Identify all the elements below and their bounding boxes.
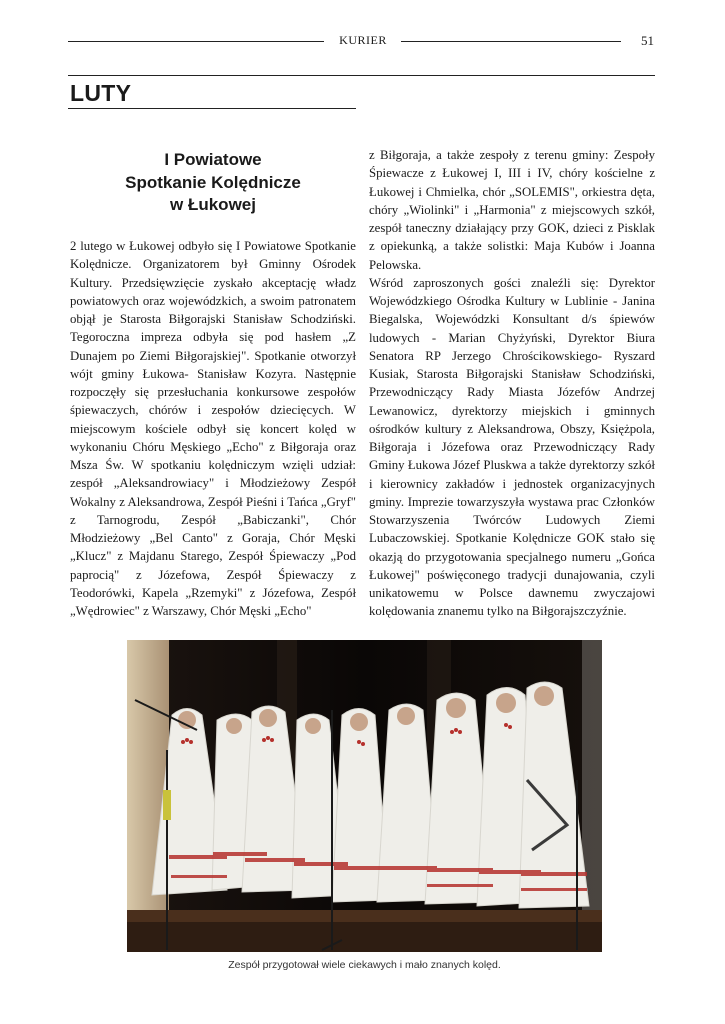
article-column-right	[369, 146, 655, 621]
paragraph: z Biłgoraja, a także zespoły z terenu gminy: Zespoły Śpiewacze z Łukowej I, III i IV, chóry kościelne z Łukowej i Chmielka, chór „SOLEMIS", orkiestra dęta, chóry „Wiolinki" i „Harmonia" z miejscowych szkół, zespół taneczny działający przy GOK, dzieci z Pisklak z opiekunką, a także solistki: Maja Kubów i Joanna Pelowska.	[369, 148, 655, 272]
choir-photo	[127, 640, 602, 952]
paragraph: Wśród zaproszonych gości znaleźli się: Dyrektor Wojewódzkiego Ośrodka Kultury w Lublinie - Janina Biegalska, Wojewódzki Konsultant d/s śpiewów ludowych - Marian Chyżyński, Dyrektor Biura Senatora RP Jerzego Chrościkowskiego- Ryszard Kusiak, Starosta Biłgorajski Stanisław Schodziński, Przewodniczący Rady Miasta Józefów Andrzej Lewanowicz, dyrektorzy miejskich i gminnych ośrodków kultury z Aleksandrowa, Obszy, Księżpola, Biłgoraja i Józefowa oraz Przewodniczący Rady Gminy Łukowa Józef Pluskwa a także dyrektorzy szkół i kierownicy zakładów i jednostek organizacyjnych gminy. Imprezie towarzyszyła wystawa prac Członków Stowarzyszenia Twórców Ludowych Ziemi Lubaczowskiej. Spotkanie Kolędnicze GOK stało się okazją do przygotowania specjalnego numeru „Gońca Łukowej" poświęconego tradycji dunajowania, czyli unikatowemu w Polsce dawnemu zwyczajowi kolędowania znanemu tylko na Biłgorajszczyźnie.	[369, 275, 655, 619]
running-header-title: KURIER	[339, 33, 387, 47]
article-column-left	[70, 237, 356, 620]
section-title: LUTY	[70, 80, 132, 106]
section-rule	[68, 75, 655, 76]
paragraph: 2 lutego w Łukowej odbyło się I Powiatowe Spotkanie Kolędnicze. Organizatorem był Gminny Ośrodek Kultury. Przedsięwzięcie zyskało akceptację władz powiatowych oraz wojewódzkich, a swoim patronatem objął je Starosta Biłgorajski Stanisław Schodziński. Tegoroczna impreza odbyła się pod hasłem „Z Dunajem po Ziemi Biłgorajskiej". Spotkanie otworzył wójt gminy Łukowa- Stanisław Kozyra. Następnie rozpoczęły się przesłuchania konkursowe zespołów śpiewaczych, chórów i zespołów dziecięcych. W miejscowym kościele odbył się koncert kolęd w wykonaniu Chóru Męskiego „Echo" z Biłgoraja oraz Msza Św. W spotkaniu kolędniczym wzięli udział: zespół „Aleksandrowiacy" i Młodzieżowy Zespół Wokalny z Aleksandrowa, Zespół Pieśni i Tańca „Gryf" z Tarnogrodu, Zespół „Babiczanki", Chór Młodzieżowy „Bel Canto" z Goraja, Chór Męski „Klucz" z Majdanu Starego, Zespół Śpiewaczy „Pod paprocią" z Józefowa, Zespół Śpiewaczy z Teodorówki, Kapela „Rzemyki" z Józefowa, Zespół „Wędrowiec" z Warszawy, Chór Męski „Echo"	[70, 239, 356, 618]
choir-photo-illustration	[127, 640, 602, 952]
article-title-line-1: I Powiatowe	[164, 150, 262, 169]
header-rule-left	[68, 41, 324, 42]
article-title-line-3: w Łukowej	[170, 195, 256, 214]
photo-caption: Zespół przygotował wiele ciekawych i mało znanych kolęd.	[228, 959, 501, 971]
header-rule-right	[401, 41, 621, 42]
section-underline	[68, 108, 356, 109]
article-title-line-2: Spotkanie Kolędnicze	[125, 172, 301, 192]
article-title	[70, 149, 356, 217]
page-number: 51	[641, 33, 654, 48]
